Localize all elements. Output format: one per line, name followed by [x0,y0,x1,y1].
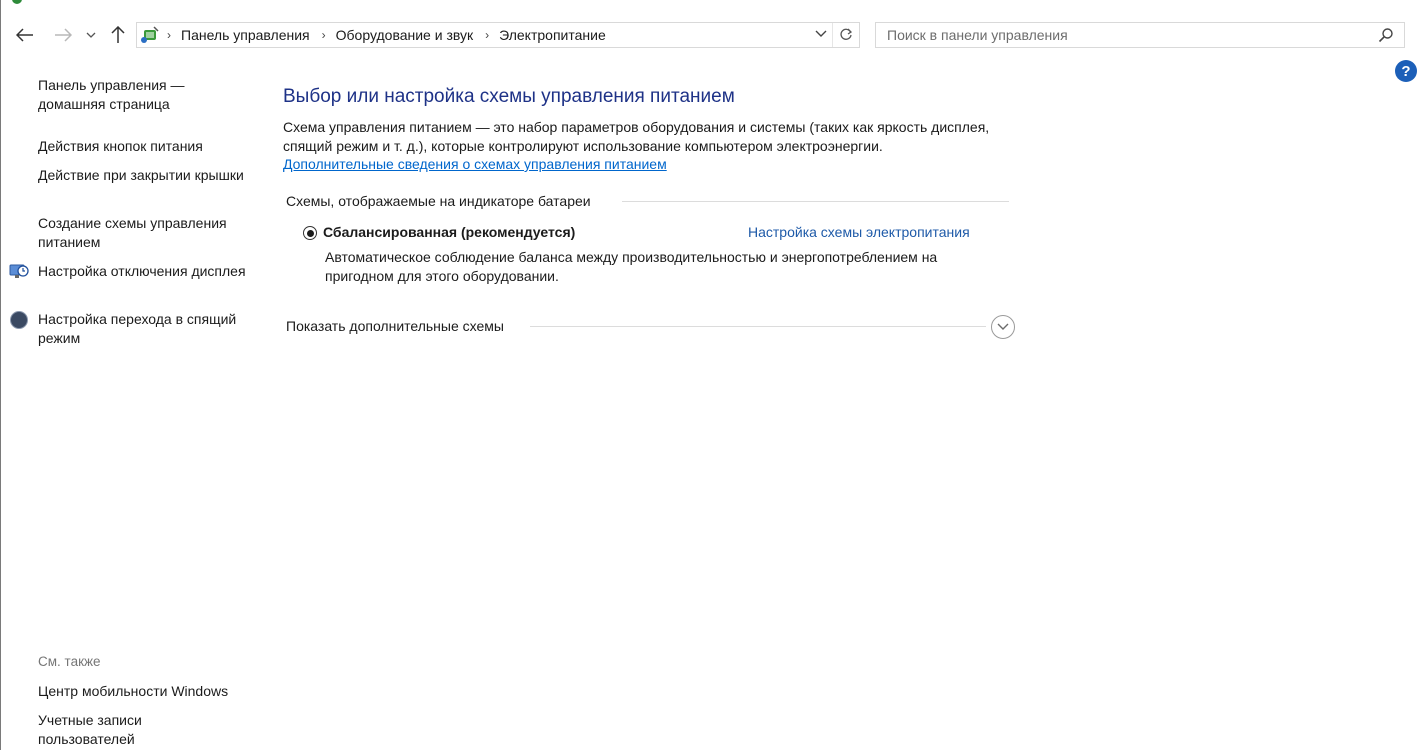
expand-more-plans-button[interactable] [991,315,1015,339]
see-also-mobility-center[interactable]: Центр мобильности Windows [38,683,229,699]
search-input[interactable] [885,26,1369,44]
show-more-plans-label[interactable]: Показать дополнительные схемы [286,318,504,334]
page-title: Выбор или настройка схемы управления питанием [283,86,735,107]
breadcrumb-separator: › [321,28,326,42]
see-also-user-accounts[interactable]: Учетные записи пользователей [38,712,142,747]
sidebar-item-create-plan[interactable]: Создание схемы управления питанием [38,215,227,250]
breadcrumb-power-options[interactable]: Электропитание [499,27,606,43]
address-history-button[interactable] [815,27,827,41]
group-divider [622,201,1009,202]
sidebar-item-sleep[interactable]: Настройка перехода в спящий режим [38,311,237,346]
see-also-heading: См. также [38,654,101,669]
more-info-link[interactable]: Дополнительные сведения о схемах управления питанием [283,156,667,172]
sidebar-item-control-panel-home[interactable]: Панель управления — домашняя страница [38,77,185,112]
battery-plans-group-header: Схемы, отображаемые на индикаторе батареи [286,193,591,209]
refresh-button[interactable] [832,23,859,47]
plan-description: Автоматическое соблюдение баланса между производительностью и энергопотреблением на пригодном для этого оборудовании. [325,249,938,284]
help-button[interactable] [1395,60,1417,82]
search-box[interactable] [875,22,1405,48]
sidebar-item-power-buttons[interactable]: Действия кнопок питания [38,138,203,154]
sidebar-item-lid-close[interactable]: Действие при закрытии крышки [38,167,244,183]
chevron-down-icon [815,30,827,38]
search-icon[interactable] [1378,27,1394,43]
moon-sleep-icon [9,310,29,330]
radio-selected-dot [307,230,314,237]
left-navigation-pane [0,0,260,750]
display-clock-icon [9,262,29,282]
sidebar-item-display-off[interactable]: Настройка отключения дисплея [38,263,246,279]
page-description: Схема управления питанием — это набор параметров оборудования и системы (таких как яркость дисплея, спящий режим и т. д.), которые контролируют использование компьютером электроэнергии. [283,119,990,154]
breadcrumb-control-panel[interactable]: Панель управления [181,27,310,43]
breadcrumb-separator: › [167,28,171,42]
chevron-down-icon [997,323,1009,331]
plan-radio-balanced[interactable] [303,226,317,240]
refresh-icon [839,28,853,42]
plan-name[interactable]: Сбалансированная (рекомендуется) [323,224,576,240]
breadcrumb-separator: › [485,28,490,42]
plan-settings-link[interactable]: Настройка схемы электропитания [748,224,970,240]
help-label: ? [1401,62,1411,80]
more-plans-divider [530,326,986,327]
breadcrumb-hardware-sound[interactable]: Оборудование и звук [335,27,474,43]
